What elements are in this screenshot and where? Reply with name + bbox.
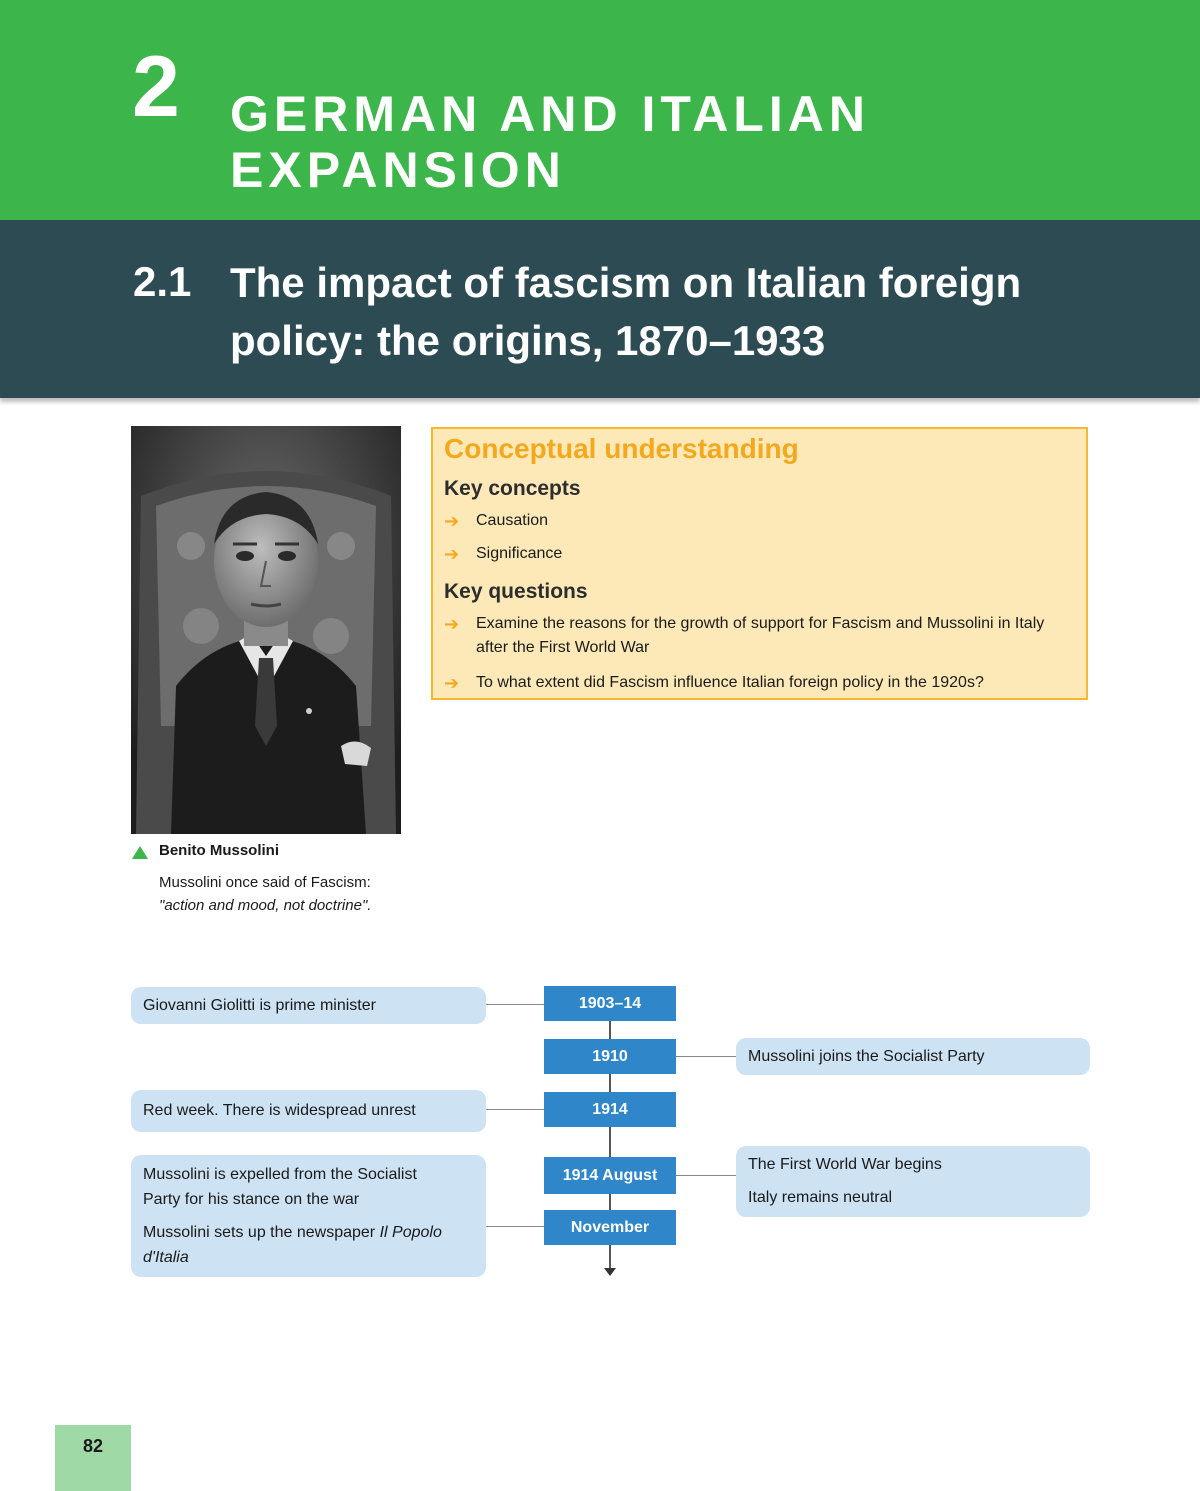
- timeline-connector: [676, 1175, 736, 1176]
- timeline-event-right: Mussolini joins the Socialist Party: [736, 1038, 1090, 1075]
- timeline-event-text: The First World War begins: [748, 1156, 942, 1173]
- timeline-event-left: [131, 1155, 486, 1277]
- photo-caption-line: Mussolini once said of Fascism:: [159, 874, 371, 891]
- timeline-event-text: [143, 1220, 473, 1270]
- newspaper-title: Il Popolo d'Italia: [143, 1224, 442, 1266]
- key-question-text: Examine the reasons for the growth of support for Fascism and Mussolini in Italy after the First World War: [476, 615, 1045, 656]
- key-concept-item: [444, 542, 563, 568]
- section-title: The impact of fascism on Italian foreign policy: the origins, 1870–1933: [230, 259, 1022, 364]
- timeline-event-right: [736, 1146, 1090, 1217]
- portrait-illustration: [131, 426, 401, 834]
- arrow-right-icon: ➔: [444, 673, 460, 693]
- timeline-connector: [486, 1109, 544, 1110]
- timeline-connector: [486, 1004, 544, 1005]
- concept-heading: Conceptual understanding: [444, 433, 799, 464]
- caption-triangle-icon: [132, 846, 148, 859]
- key-concept-item: [444, 509, 549, 535]
- key-concepts-label: Key concepts: [444, 477, 581, 500]
- photo-caption: [159, 871, 409, 917]
- photo-caption-quote: "action and mood, not doctrine".: [159, 897, 372, 914]
- chapter-title: GERMAN AND ITALIAN EXPANSION: [230, 86, 870, 198]
- arrow-down-icon: [604, 1268, 616, 1276]
- timeline-year: 1914 August: [544, 1157, 676, 1194]
- timeline-year: 1903–14: [544, 986, 676, 1021]
- page-number: 82: [82, 1436, 104, 1456]
- timeline-year: 1914: [544, 1092, 676, 1127]
- key-questions-label: Key questions: [444, 580, 588, 603]
- page-number-tab: [55, 1425, 131, 1491]
- key-concept-text: Significance: [476, 545, 563, 562]
- timeline-year: November: [544, 1210, 676, 1245]
- photo-caption-name: Benito Mussolini: [159, 842, 279, 859]
- arrow-right-icon: ➔: [444, 614, 460, 634]
- section-number: 2.1: [133, 258, 192, 305]
- key-concept-text: Causation: [476, 512, 549, 529]
- timeline-event-left: Giovanni Giolitti is prime minister: [131, 987, 486, 1024]
- key-question-item: [444, 671, 1074, 697]
- key-question-text: To what extent did Fascism influence Italian foreign policy in the 1920s?: [476, 674, 984, 691]
- chapter-number: 2: [132, 39, 180, 135]
- timeline-connector: [486, 1226, 544, 1227]
- timeline-connector: [676, 1056, 736, 1057]
- timeline-event-left: Red week. There is widespread unrest: [131, 1090, 486, 1132]
- key-question-item: [444, 612, 1074, 656]
- timeline-event-text: Mussolini is expelled from the Socialist Party for his stance on the war: [143, 1166, 417, 1208]
- timeline-event-text: Italy remains neutral: [748, 1189, 893, 1206]
- arrow-right-icon: ➔: [444, 544, 460, 564]
- timeline-event-text-prefix: Mussolini sets up the newspaper: [143, 1224, 380, 1241]
- mussolini-portrait: [131, 426, 401, 834]
- arrow-right-icon: ➔: [444, 511, 460, 531]
- timeline-year: 1910: [544, 1039, 676, 1074]
